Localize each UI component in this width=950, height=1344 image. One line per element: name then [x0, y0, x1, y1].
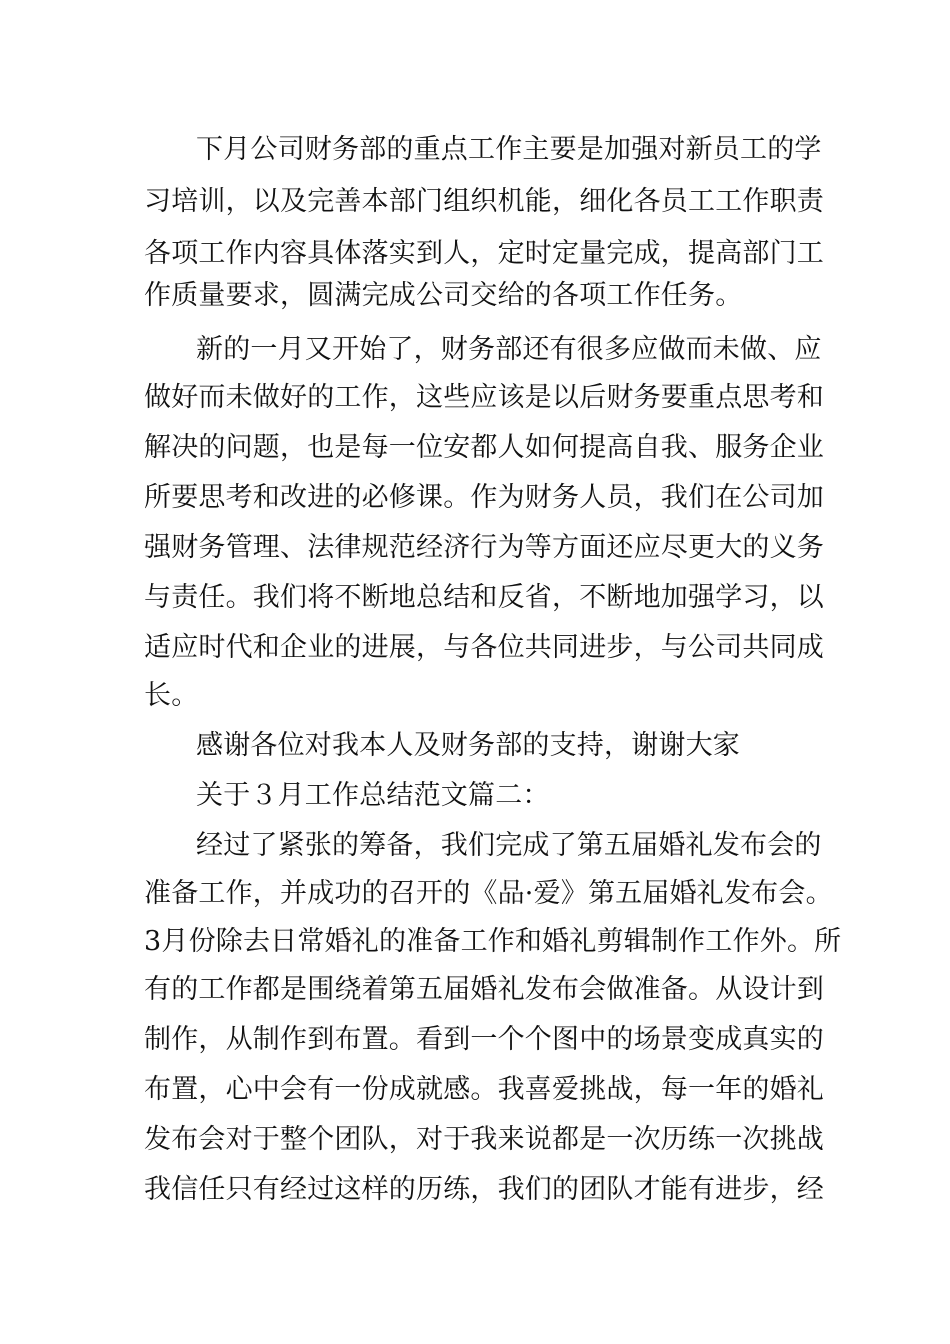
text-line: 我信任只有经过这样的历练，我们的团队才能有进步，经 — [144, 1174, 824, 1205]
text-line: 经过了紧张的筹备，我们完成了第五届婚礼发布会的 — [196, 830, 822, 861]
text-line: 所要思考和改进的必修课。作为财务人员，我们在公司加 — [144, 482, 824, 513]
text-line: 感谢各位对我本人及财务部的支持，谢谢大家 — [196, 730, 740, 761]
text-line: 新的一月又开始了，财务部还有很多应做而未做、应 — [196, 334, 822, 365]
text-line: 3月份除去日常婚礼的准备工作和婚礼剪辑制作工作外。所 — [144, 926, 842, 957]
text-line: 做好而未做好的工作，这些应该是以后财务要重点思考和 — [144, 382, 824, 413]
text-line: 强财务管理、法律规范经济行为等方面还应尽更大的义务 — [144, 532, 824, 563]
text-line: 与责任。我们将不断地总结和反省，不断地加强学习，以 — [144, 582, 824, 613]
text-line: 各项工作内容具体落实到人，定时定量完成，提高部门工 — [144, 238, 824, 269]
text-line: 下月公司财务部的重点工作主要是加强对新员工的学 — [196, 134, 822, 165]
text-line: 布置，心中会有一份成就感。我喜爱挑战，每一年的婚礼 — [144, 1074, 824, 1105]
text-line: 发布会对于整个团队，对于我来说都是一次历练一次挑战 — [144, 1124, 824, 1155]
text-line: 有的工作都是围绕着第五届婚礼发布会做准备。从设计到 — [144, 974, 824, 1005]
text-line: 习培训，以及完善本部门组织机能，细化各员工工作职责 — [144, 186, 824, 217]
text-line: 作质量要求，圆满完成公司交给的各项工作任务。 — [144, 280, 743, 311]
text-line: 准备工作，并成功的召开的《品·爱》第五届婚礼发布会。 — [144, 878, 833, 909]
text-line: 解决的问题，也是每一位安都人如何提高自我、服务企业 — [144, 432, 824, 463]
text-line: 制作，从制作到布置。看到一个个图中的场景变成真实的 — [144, 1024, 824, 1055]
text-line: 适应时代和企业的进展，与各位共同进步，与公司共同成 — [144, 632, 824, 663]
text-line: 长。 — [144, 680, 199, 711]
text-line: 关于３月工作总结范文篇二： — [196, 780, 550, 811]
